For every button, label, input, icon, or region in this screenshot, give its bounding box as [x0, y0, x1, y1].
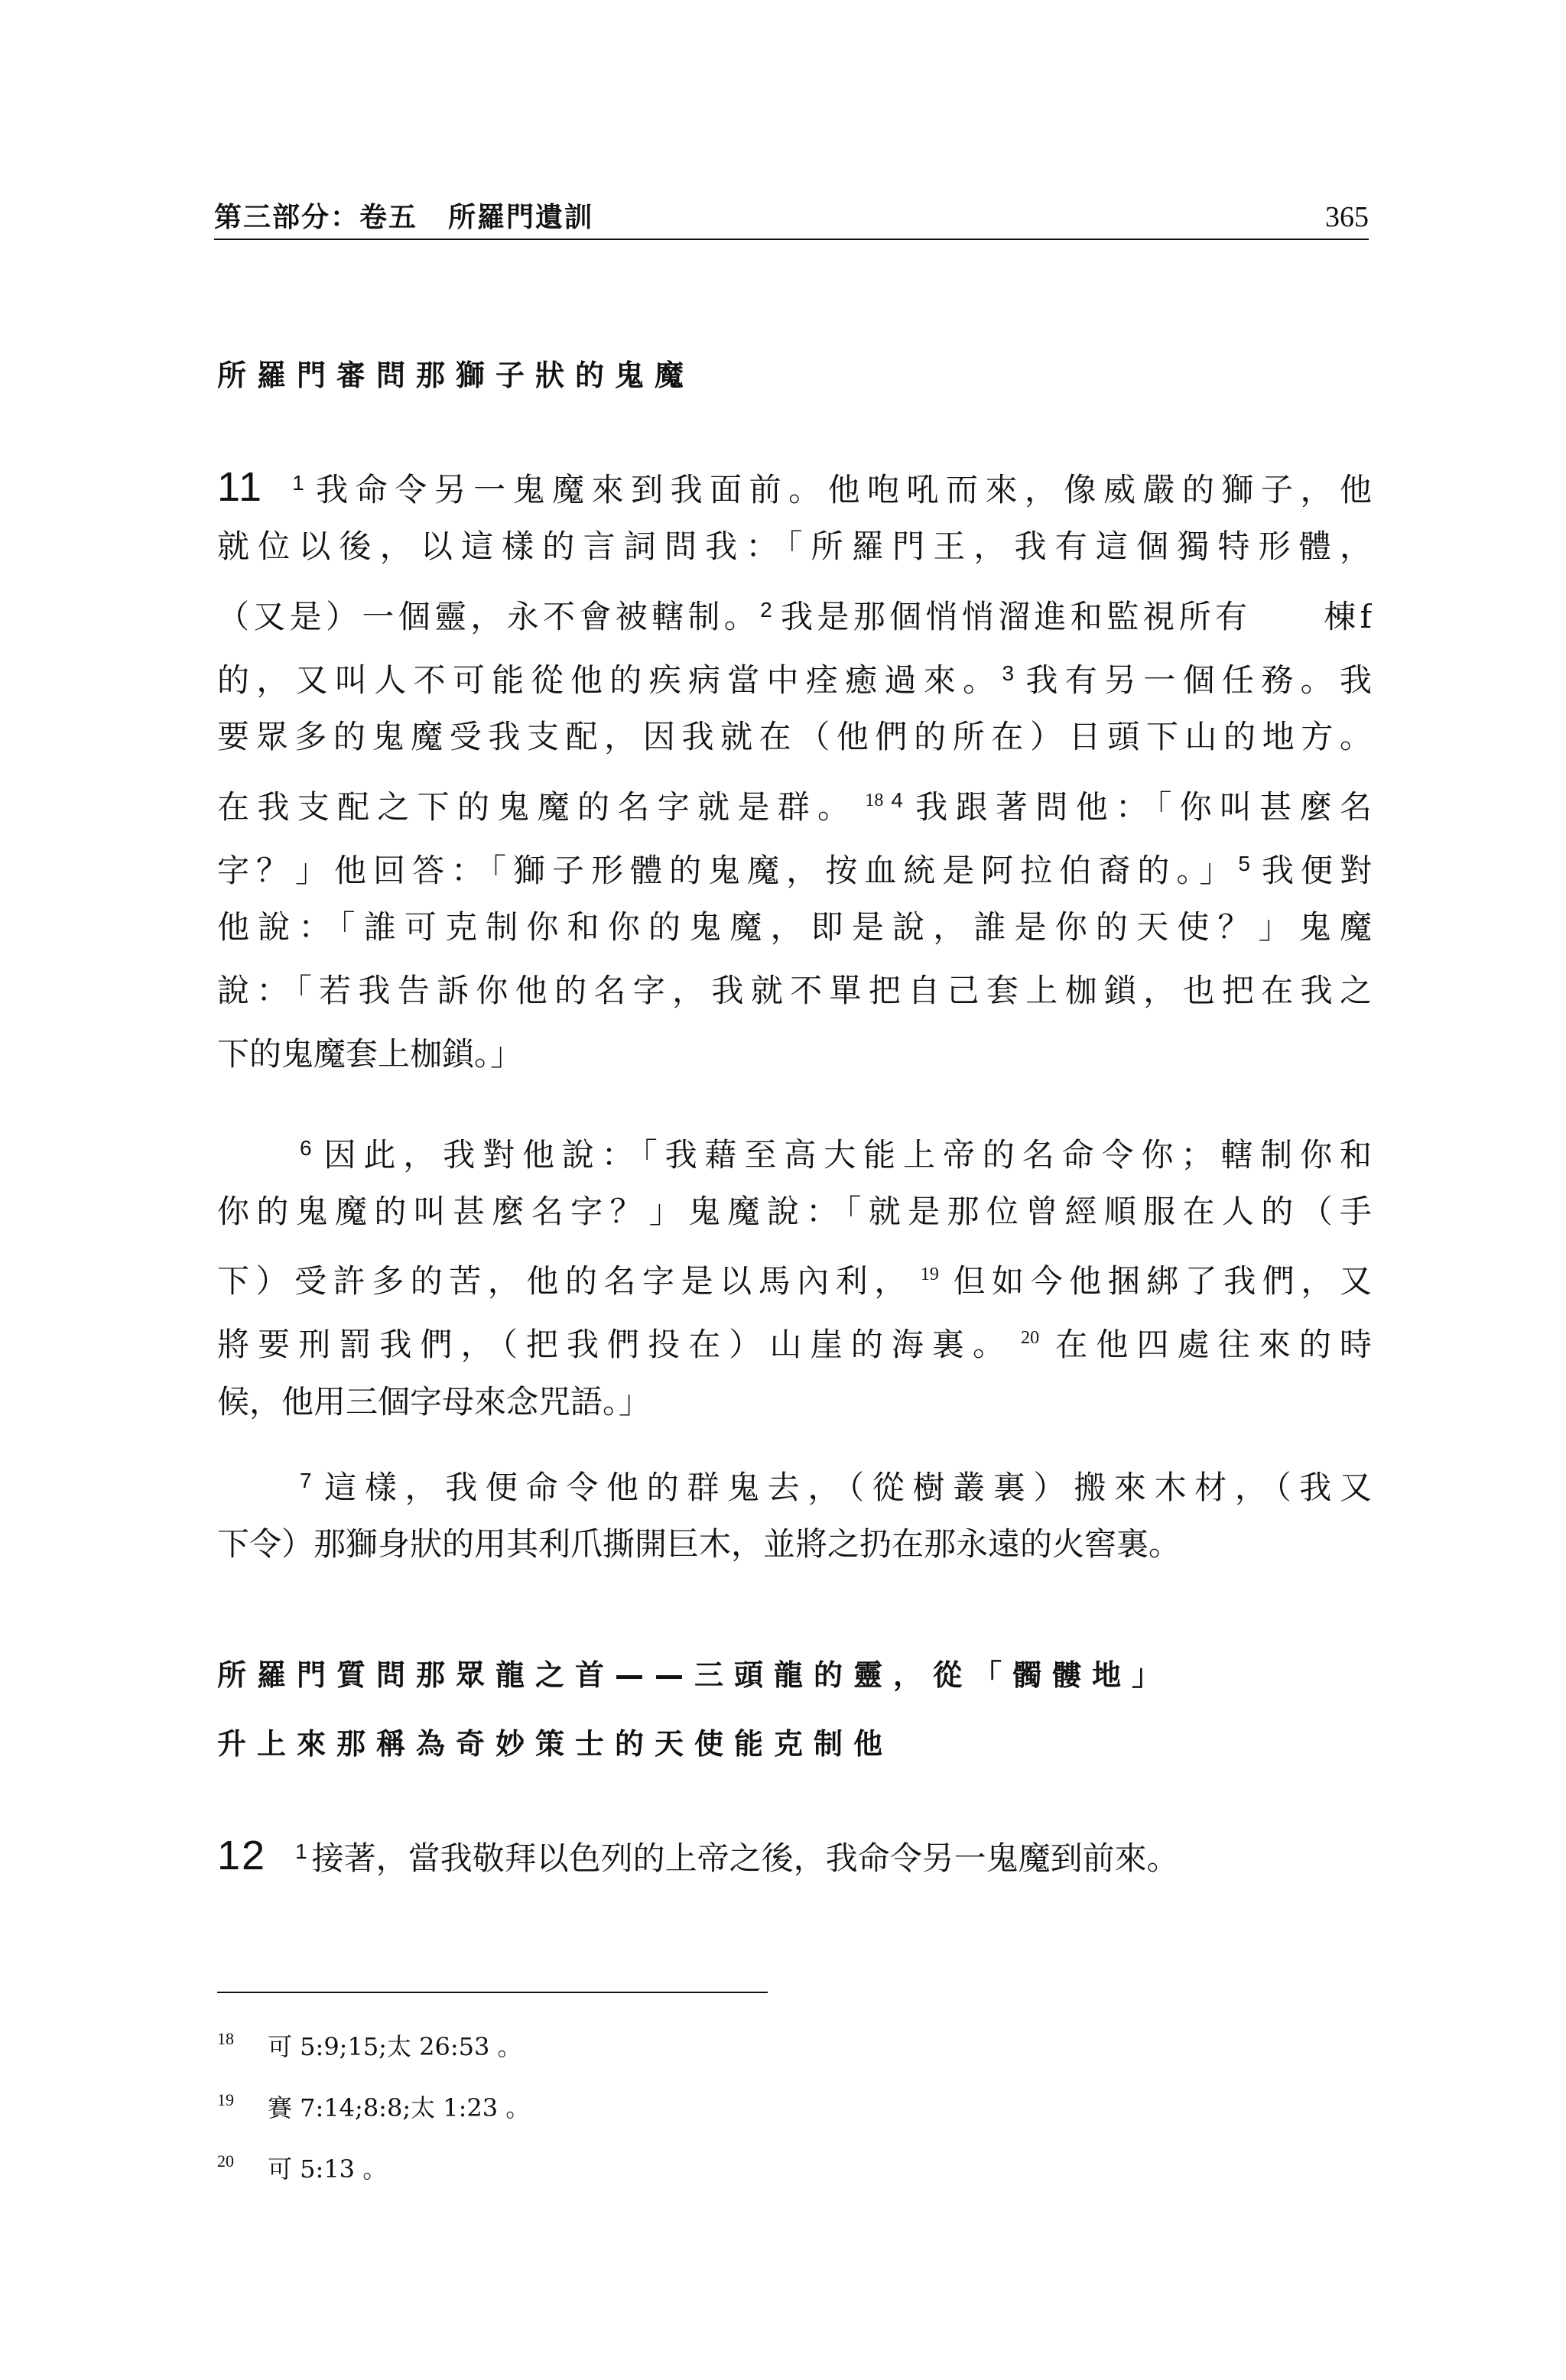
text-line: [217, 1243, 1372, 1307]
footnote: [217, 2028, 522, 2063]
chapter-number: 12: [217, 1833, 267, 1878]
footnote: [217, 2150, 387, 2185]
running-header: [214, 191, 1369, 245]
verse-number: 1: [295, 1839, 307, 1863]
verse-text: 這樣，我便命令他的群鬼去，（從樹叢裏）搬來木材，（我又: [316, 1469, 1372, 1506]
footnote-text: 可 5:9;15;太 26:53 。: [268, 2032, 522, 2061]
text-line: [217, 451, 1372, 515]
verse-number: 4: [891, 788, 903, 812]
footnote-number: 19: [217, 2090, 234, 2109]
text-line: [217, 1449, 1372, 1512]
text-line: [217, 641, 1372, 705]
footnote-reference[interactable]: 20: [1021, 1328, 1040, 1348]
footnote-text: 賽 7:14;8:8;太 1:23 。: [268, 2093, 531, 2122]
text-line: 要眾多的鬼魔受我支配，因我就在（他們的所在）日頭下山的地方。: [217, 718, 1372, 755]
section-heading: 所羅門審問那獅子狀的鬼魔: [217, 359, 695, 392]
footnote: [217, 2089, 530, 2124]
part-label: 第三部分：卷五: [214, 202, 418, 233]
footnote-number: 18: [217, 2029, 234, 2048]
footnote-rule: [217, 1992, 768, 1993]
text-line: 他說：「誰可克制你和你的鬼魔，即是說，誰是你的天使？」鬼魔: [217, 908, 1372, 946]
text-line: 下的鬼魔套上枷鎖。」: [217, 1035, 523, 1073]
verse-number: 7: [300, 1469, 312, 1492]
text-line: 說：「若我告訴你他的名字，我就不單把自己套上枷鎖，也把在我之: [217, 972, 1372, 1009]
verse-text: 我跟著問他：「你叫甚麼名: [907, 788, 1372, 826]
chapter-11-paragraph-2: [217, 1116, 1372, 1434]
text-line: 你的鬼魔的叫甚麼名字？」鬼魔說：「就是那位曾經順服在人的（手: [217, 1193, 1372, 1230]
header-rule: [214, 239, 1369, 240]
verse-text: 我有另一個任務。我: [1019, 661, 1372, 699]
footnote-reference[interactable]: 18: [865, 791, 884, 810]
verse-text: （又是）一個靈，永不會被轄制。: [217, 598, 761, 635]
footnote-reference[interactable]: 19: [920, 1265, 939, 1284]
verse-text: 我便對: [1254, 852, 1372, 889]
footnote-text: 可 5:13 。: [268, 2154, 388, 2184]
verse-number: 3: [1002, 661, 1015, 685]
book-title: 所羅門遺訓: [448, 202, 594, 233]
verse-text: 接著，當我敬拜以色列的上帝之後，我命令另一鬼魔到前來。: [311, 1839, 1179, 1877]
verse-text: 字？」他回答：「獅子形體的鬼魔，按血統是阿拉伯裔的。」: [217, 852, 1239, 889]
verse-text: 因此，我對他說：「我藉至高大能上帝的名命令你；轄制你和: [316, 1136, 1372, 1174]
chapter-11-paragraph-3: [217, 1449, 1372, 1576]
footnote-number: 20: [217, 2151, 234, 2171]
verse-text: 我是那個悄悄溜進和監視所有 棟f: [776, 598, 1372, 635]
text-line: [217, 832, 1372, 895]
verse-text: 的，又叫人不可能從他的疾病當中痊癒過來。: [217, 661, 1002, 699]
page-number: 365: [1325, 201, 1369, 233]
text-line: [217, 1820, 1372, 1883]
verse-number: 2: [760, 598, 772, 622]
section-heading-continued: 升上來那稱為奇妙策士的天使能克制他: [217, 1727, 894, 1761]
verse-text: 下）受許多的苦，他的名字是以馬內利，: [217, 1262, 913, 1300]
text-line: [217, 1116, 1372, 1180]
verse-number: 5: [1238, 852, 1250, 875]
chapter-number: 11: [217, 464, 264, 510]
text-line: [217, 768, 1372, 832]
verse-number: 6: [300, 1136, 312, 1160]
running-header-left: [214, 196, 593, 235]
verse-text: 將要刑罰我們，（把我們投在）山崖的海裏。: [217, 1326, 1014, 1363]
text-line: 就位以後，以這樣的言詞問我：「所羅門王，我有這個獨特形體，: [217, 528, 1372, 565]
verse-text: 在他四處往來的時: [1047, 1326, 1372, 1363]
verse-number: 1: [292, 471, 304, 495]
section-heading: 所羅門質問那眾龍之首——三頭龍的靈，從「髑髏地」: [217, 1658, 1172, 1692]
text-line: [217, 1307, 1372, 1370]
verse-text: 但如今他捆綁了我們，又: [946, 1262, 1372, 1300]
chapter-12-paragraph-1: [217, 1820, 1372, 1883]
text-line: [217, 578, 1372, 641]
verse-text: 我命令另一鬼魔來到我面前。他咆吼而來，像威嚴的獅子，他: [308, 471, 1372, 508]
text-line: 候，他用三個字母來念咒語。」: [217, 1383, 651, 1421]
chapter-11-paragraph-1: [217, 451, 1372, 1086]
text-line: 下令）那獅身狀的用其利爪撕開巨木，並將之扔在那永遠的火窖裏。: [217, 1525, 1181, 1563]
verse-text: 在我支配之下的鬼魔的名字就是群。: [217, 788, 858, 826]
